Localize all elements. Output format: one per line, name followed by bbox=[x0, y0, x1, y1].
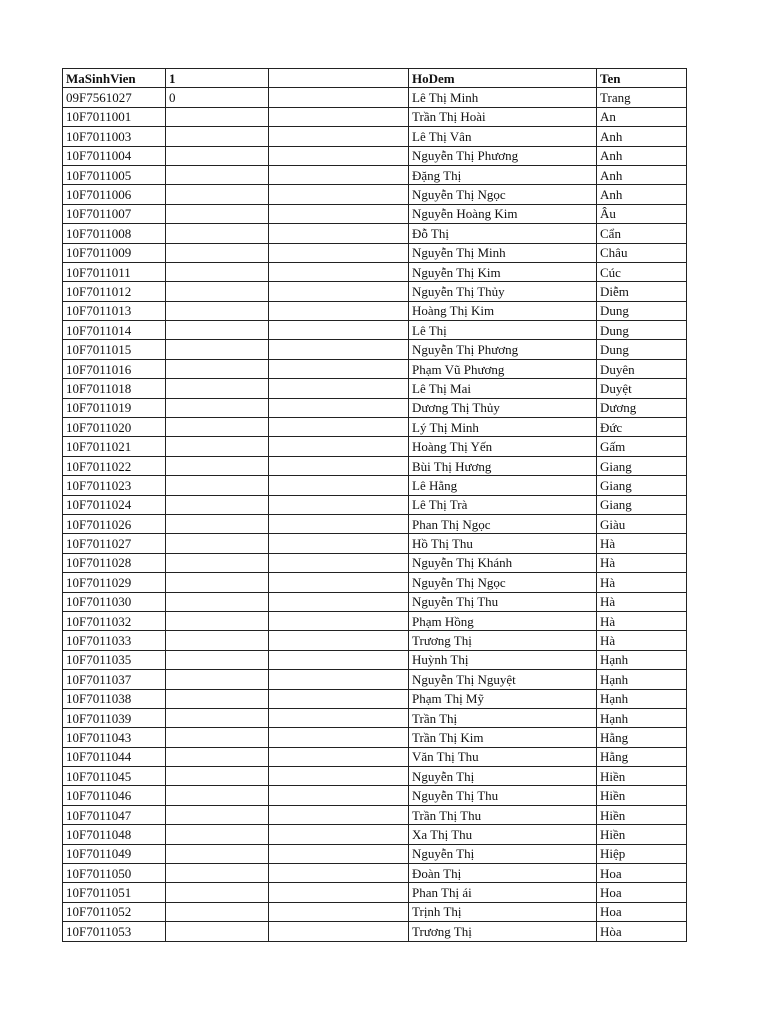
table-row bbox=[63, 747, 687, 766]
given-name-cell: Giang bbox=[597, 495, 687, 514]
table-row bbox=[63, 670, 687, 689]
table-row bbox=[63, 786, 687, 805]
student-id-cell: 10F7011007 bbox=[63, 204, 166, 223]
given-name-cell: Hiệp bbox=[597, 844, 687, 863]
given-name-cell: Giang bbox=[597, 476, 687, 495]
table-row bbox=[63, 573, 687, 592]
blank-cell bbox=[269, 204, 409, 223]
score-cell bbox=[166, 922, 269, 941]
score-cell bbox=[166, 359, 269, 378]
student-id-cell: 10F7011023 bbox=[63, 476, 166, 495]
blank-cell bbox=[269, 301, 409, 320]
surname-cell: Huỳnh Thị bbox=[409, 650, 597, 669]
student-id-cell: 10F7011048 bbox=[63, 825, 166, 844]
surname-cell: Lê Thị bbox=[409, 321, 597, 340]
student-id-cell: 10F7011009 bbox=[63, 243, 166, 262]
table-row bbox=[63, 631, 687, 650]
score-cell bbox=[166, 476, 269, 495]
student-id-cell: 10F7011006 bbox=[63, 185, 166, 204]
score-cell bbox=[166, 262, 269, 281]
score-cell bbox=[166, 844, 269, 863]
score-cell bbox=[166, 282, 269, 301]
table-row bbox=[63, 553, 687, 572]
student-id-cell: 10F7011052 bbox=[63, 902, 166, 921]
surname-cell: Nguyễn Thị Nguyệt bbox=[409, 670, 597, 689]
surname-cell: Đặng Thị bbox=[409, 165, 597, 184]
given-name-cell: Hoa bbox=[597, 902, 687, 921]
given-name-cell: An bbox=[597, 107, 687, 126]
blank-cell bbox=[269, 514, 409, 533]
surname-cell: Nguyễn Hoàng Kim bbox=[409, 204, 597, 223]
score-cell bbox=[166, 321, 269, 340]
student-id-cell: 10F7011033 bbox=[63, 631, 166, 650]
student-id-cell: 10F7011018 bbox=[63, 379, 166, 398]
given-name-cell: Duyên bbox=[597, 359, 687, 378]
student-id-cell: 10F7011039 bbox=[63, 708, 166, 727]
given-name-cell: Cúc bbox=[597, 262, 687, 281]
surname-cell: Nguyễn Thị Minh bbox=[409, 243, 597, 262]
column-header bbox=[269, 69, 409, 88]
table-row bbox=[63, 282, 687, 301]
score-cell bbox=[166, 689, 269, 708]
given-name-cell: Anh bbox=[597, 185, 687, 204]
blank-cell bbox=[269, 805, 409, 824]
surname-cell: Lý Thị Minh bbox=[409, 418, 597, 437]
student-id-cell: 10F7011053 bbox=[63, 922, 166, 941]
blank-cell bbox=[269, 708, 409, 727]
blank-cell bbox=[269, 844, 409, 863]
student-id-cell: 10F7011019 bbox=[63, 398, 166, 417]
surname-cell: Hoàng Thị Yến bbox=[409, 437, 597, 456]
student-id-cell: 10F7011032 bbox=[63, 611, 166, 630]
given-name-cell: Cẩn bbox=[597, 224, 687, 243]
blank-cell bbox=[269, 767, 409, 786]
given-name-cell: Giàu bbox=[597, 514, 687, 533]
student-id-cell: 10F7011050 bbox=[63, 864, 166, 883]
surname-cell: Lê Thị Trà bbox=[409, 495, 597, 514]
table-row bbox=[63, 922, 687, 941]
table-row bbox=[63, 844, 687, 863]
table-row bbox=[63, 805, 687, 824]
table-row bbox=[63, 728, 687, 747]
table-row bbox=[63, 767, 687, 786]
surname-cell: Xa Thị Thu bbox=[409, 825, 597, 844]
score-cell bbox=[166, 534, 269, 553]
blank-cell bbox=[269, 398, 409, 417]
given-name-cell: Âu bbox=[597, 204, 687, 223]
score-cell bbox=[166, 418, 269, 437]
given-name-cell: Hằng bbox=[597, 747, 687, 766]
student-id-cell: 10F7011003 bbox=[63, 127, 166, 146]
blank-cell bbox=[269, 340, 409, 359]
student-id-cell: 10F7011035 bbox=[63, 650, 166, 669]
score-cell bbox=[166, 631, 269, 650]
student-id-cell: 10F7011043 bbox=[63, 728, 166, 747]
score-cell bbox=[166, 611, 269, 630]
surname-cell: Phạm Hồng bbox=[409, 611, 597, 630]
surname-cell: Nguyễn Thị Phương bbox=[409, 146, 597, 165]
given-name-cell: Hà bbox=[597, 573, 687, 592]
given-name-cell: Diễm bbox=[597, 282, 687, 301]
given-name-cell: Hà bbox=[597, 631, 687, 650]
given-name-cell: Hạnh bbox=[597, 670, 687, 689]
score-cell bbox=[166, 708, 269, 727]
student-id-cell: 10F7011024 bbox=[63, 495, 166, 514]
surname-cell: Nguyễn Thị Phương bbox=[409, 340, 597, 359]
blank-cell bbox=[269, 107, 409, 126]
student-id-cell: 10F7011005 bbox=[63, 165, 166, 184]
table-row bbox=[63, 456, 687, 475]
given-name-cell: Dung bbox=[597, 301, 687, 320]
blank-cell bbox=[269, 883, 409, 902]
given-name-cell: Trang bbox=[597, 88, 687, 107]
table-row bbox=[63, 379, 687, 398]
student-id-cell: 10F7011008 bbox=[63, 224, 166, 243]
table-row bbox=[63, 437, 687, 456]
given-name-cell: Anh bbox=[597, 146, 687, 165]
score-cell bbox=[166, 243, 269, 262]
blank-cell bbox=[269, 786, 409, 805]
surname-cell: Nguyễn Thị Khánh bbox=[409, 553, 597, 572]
table-row bbox=[63, 340, 687, 359]
student-id-cell: 10F7011020 bbox=[63, 418, 166, 437]
score-cell bbox=[166, 107, 269, 126]
blank-cell bbox=[269, 631, 409, 650]
score-cell bbox=[166, 670, 269, 689]
table-row bbox=[63, 321, 687, 340]
column-header: HoDem bbox=[409, 69, 597, 88]
score-cell bbox=[166, 747, 269, 766]
score-cell bbox=[166, 437, 269, 456]
blank-cell bbox=[269, 495, 409, 514]
student-id-cell: 10F7011030 bbox=[63, 592, 166, 611]
table-row bbox=[63, 864, 687, 883]
student-id-cell: 10F7011004 bbox=[63, 146, 166, 165]
blank-cell bbox=[269, 185, 409, 204]
header-row bbox=[63, 69, 687, 88]
table-row bbox=[63, 146, 687, 165]
blank-cell bbox=[269, 418, 409, 437]
given-name-cell: Hiền bbox=[597, 767, 687, 786]
student-id-cell: 10F7011028 bbox=[63, 553, 166, 572]
blank-cell bbox=[269, 689, 409, 708]
blank-cell bbox=[269, 611, 409, 630]
surname-cell: Nguyễn Thị Thủy bbox=[409, 282, 597, 301]
blank-cell bbox=[269, 262, 409, 281]
student-id-cell: 10F7011029 bbox=[63, 573, 166, 592]
table-row bbox=[63, 825, 687, 844]
given-name-cell: Dương bbox=[597, 398, 687, 417]
score-cell bbox=[166, 825, 269, 844]
score-cell bbox=[166, 224, 269, 243]
surname-cell: Nguyễn Thị bbox=[409, 767, 597, 786]
score-cell bbox=[166, 165, 269, 184]
student-id-cell: 10F7011011 bbox=[63, 262, 166, 281]
given-name-cell: Giang bbox=[597, 456, 687, 475]
surname-cell: Lê Thị Vân bbox=[409, 127, 597, 146]
student-id-cell: 10F7011044 bbox=[63, 747, 166, 766]
score-cell bbox=[166, 553, 269, 572]
given-name-cell: Hà bbox=[597, 592, 687, 611]
blank-cell bbox=[269, 456, 409, 475]
given-name-cell: Hà bbox=[597, 534, 687, 553]
student-id-cell: 10F7011047 bbox=[63, 805, 166, 824]
surname-cell: Nguyễn Thị Thu bbox=[409, 786, 597, 805]
given-name-cell: Dung bbox=[597, 340, 687, 359]
blank-cell bbox=[269, 379, 409, 398]
blank-cell bbox=[269, 243, 409, 262]
table-row bbox=[63, 418, 687, 437]
table-row bbox=[63, 224, 687, 243]
score-cell: 0 bbox=[166, 88, 269, 107]
given-name-cell: Hà bbox=[597, 553, 687, 572]
student-id-cell: 10F7011001 bbox=[63, 107, 166, 126]
surname-cell: Nguyễn Thị Thu bbox=[409, 592, 597, 611]
surname-cell: Hồ Thị Thu bbox=[409, 534, 597, 553]
given-name-cell: Hạnh bbox=[597, 708, 687, 727]
table-row bbox=[63, 127, 687, 146]
table-row bbox=[63, 398, 687, 417]
score-cell bbox=[166, 864, 269, 883]
given-name-cell: Hòa bbox=[597, 922, 687, 941]
surname-cell: Trần Thị Thu bbox=[409, 805, 597, 824]
score-cell bbox=[166, 883, 269, 902]
score-cell bbox=[166, 592, 269, 611]
table-row bbox=[63, 611, 687, 630]
student-id-cell: 10F7011049 bbox=[63, 844, 166, 863]
score-cell bbox=[166, 301, 269, 320]
student-table bbox=[62, 68, 687, 942]
student-id-cell: 10F7011046 bbox=[63, 786, 166, 805]
surname-cell: Lê Thị Mai bbox=[409, 379, 597, 398]
given-name-cell: Hằng bbox=[597, 728, 687, 747]
surname-cell: Phạm Vũ Phương bbox=[409, 359, 597, 378]
student-id-cell: 10F7011037 bbox=[63, 670, 166, 689]
given-name-cell: Anh bbox=[597, 165, 687, 184]
table-row bbox=[63, 165, 687, 184]
surname-cell: Trần Thị Kim bbox=[409, 728, 597, 747]
surname-cell: Trịnh Thị bbox=[409, 902, 597, 921]
given-name-cell: Gấm bbox=[597, 437, 687, 456]
table-row bbox=[63, 301, 687, 320]
score-cell bbox=[166, 204, 269, 223]
given-name-cell: Châu bbox=[597, 243, 687, 262]
blank-cell bbox=[269, 825, 409, 844]
table-row bbox=[63, 902, 687, 921]
given-name-cell: Anh bbox=[597, 127, 687, 146]
surname-cell: Hoàng Thị Kim bbox=[409, 301, 597, 320]
surname-cell: Đỗ Thị bbox=[409, 224, 597, 243]
score-cell bbox=[166, 573, 269, 592]
table-row bbox=[63, 650, 687, 669]
score-cell bbox=[166, 185, 269, 204]
given-name-cell: Hiền bbox=[597, 786, 687, 805]
surname-cell: Lê Thị Minh bbox=[409, 88, 597, 107]
surname-cell: Lê Hằng bbox=[409, 476, 597, 495]
given-name-cell: Hiền bbox=[597, 825, 687, 844]
blank-cell bbox=[269, 573, 409, 592]
score-cell bbox=[166, 127, 269, 146]
score-cell bbox=[166, 650, 269, 669]
table-row bbox=[63, 185, 687, 204]
table-row bbox=[63, 204, 687, 223]
table-row bbox=[63, 476, 687, 495]
student-id-cell: 10F7011012 bbox=[63, 282, 166, 301]
blank-cell bbox=[269, 321, 409, 340]
surname-cell: Trương Thị bbox=[409, 631, 597, 650]
student-id-cell: 10F7011026 bbox=[63, 514, 166, 533]
column-header: 1 bbox=[166, 69, 269, 88]
table-row bbox=[63, 495, 687, 514]
surname-cell: Phan Thị ái bbox=[409, 883, 597, 902]
surname-cell: Nguyễn Thị Ngọc bbox=[409, 573, 597, 592]
surname-cell: Nguyễn Thị bbox=[409, 844, 597, 863]
given-name-cell: Hà bbox=[597, 611, 687, 630]
blank-cell bbox=[269, 224, 409, 243]
surname-cell: Nguyễn Thị Ngọc bbox=[409, 185, 597, 204]
blank-cell bbox=[269, 747, 409, 766]
blank-cell bbox=[269, 592, 409, 611]
table-row bbox=[63, 689, 687, 708]
given-name-cell: Đức bbox=[597, 418, 687, 437]
score-cell bbox=[166, 805, 269, 824]
surname-cell: Bùi Thị Hương bbox=[409, 456, 597, 475]
blank-cell bbox=[269, 728, 409, 747]
given-name-cell: Dung bbox=[597, 321, 687, 340]
blank-cell bbox=[269, 165, 409, 184]
score-cell bbox=[166, 340, 269, 359]
surname-cell: Phan Thị Ngọc bbox=[409, 514, 597, 533]
given-name-cell: Hiền bbox=[597, 805, 687, 824]
column-header: MaSinhVien bbox=[63, 69, 166, 88]
student-id-cell: 10F7011014 bbox=[63, 321, 166, 340]
score-cell bbox=[166, 767, 269, 786]
score-cell bbox=[166, 728, 269, 747]
student-id-cell: 10F7011045 bbox=[63, 767, 166, 786]
given-name-cell: Hoa bbox=[597, 864, 687, 883]
blank-cell bbox=[269, 864, 409, 883]
blank-cell bbox=[269, 127, 409, 146]
table-row bbox=[63, 592, 687, 611]
table-row bbox=[63, 514, 687, 533]
blank-cell bbox=[269, 650, 409, 669]
table-row bbox=[63, 708, 687, 727]
table-row bbox=[63, 359, 687, 378]
blank-cell bbox=[269, 902, 409, 921]
score-cell bbox=[166, 495, 269, 514]
table-row bbox=[63, 243, 687, 262]
blank-cell bbox=[269, 282, 409, 301]
given-name-cell: Hoa bbox=[597, 883, 687, 902]
blank-cell bbox=[269, 670, 409, 689]
surname-cell: Phạm Thị Mỹ bbox=[409, 689, 597, 708]
student-table-body bbox=[63, 69, 687, 942]
student-id-cell: 10F7011021 bbox=[63, 437, 166, 456]
blank-cell bbox=[269, 437, 409, 456]
given-name-cell: Hạnh bbox=[597, 650, 687, 669]
surname-cell: Trần Thị bbox=[409, 708, 597, 727]
score-cell bbox=[166, 398, 269, 417]
student-id-cell: 10F7011013 bbox=[63, 301, 166, 320]
student-id-cell: 10F7011015 bbox=[63, 340, 166, 359]
given-name-cell: Hạnh bbox=[597, 689, 687, 708]
table-row bbox=[63, 534, 687, 553]
student-id-cell: 10F7011022 bbox=[63, 456, 166, 475]
student-id-cell: 10F7011051 bbox=[63, 883, 166, 902]
score-cell bbox=[166, 786, 269, 805]
score-cell bbox=[166, 456, 269, 475]
blank-cell bbox=[269, 88, 409, 107]
surname-cell: Trương Thị bbox=[409, 922, 597, 941]
student-id-cell: 09F7561027 bbox=[63, 88, 166, 107]
blank-cell bbox=[269, 553, 409, 572]
table-row bbox=[63, 262, 687, 281]
student-id-cell: 10F7011027 bbox=[63, 534, 166, 553]
score-cell bbox=[166, 146, 269, 165]
table-row bbox=[63, 107, 687, 126]
blank-cell bbox=[269, 476, 409, 495]
blank-cell bbox=[269, 922, 409, 941]
student-id-cell: 10F7011038 bbox=[63, 689, 166, 708]
surname-cell: Văn Thị Thu bbox=[409, 747, 597, 766]
blank-cell bbox=[269, 359, 409, 378]
surname-cell: Đoàn Thị bbox=[409, 864, 597, 883]
score-cell bbox=[166, 514, 269, 533]
blank-cell bbox=[269, 534, 409, 553]
table-row bbox=[63, 883, 687, 902]
surname-cell: Dương Thị Thủy bbox=[409, 398, 597, 417]
given-name-cell: Duyệt bbox=[597, 379, 687, 398]
student-id-cell: 10F7011016 bbox=[63, 359, 166, 378]
blank-cell bbox=[269, 146, 409, 165]
surname-cell: Nguyễn Thị Kim bbox=[409, 262, 597, 281]
column-header: Ten bbox=[597, 69, 687, 88]
table-row bbox=[63, 88, 687, 107]
score-cell bbox=[166, 902, 269, 921]
surname-cell: Trần Thị Hoài bbox=[409, 107, 597, 126]
score-cell bbox=[166, 379, 269, 398]
